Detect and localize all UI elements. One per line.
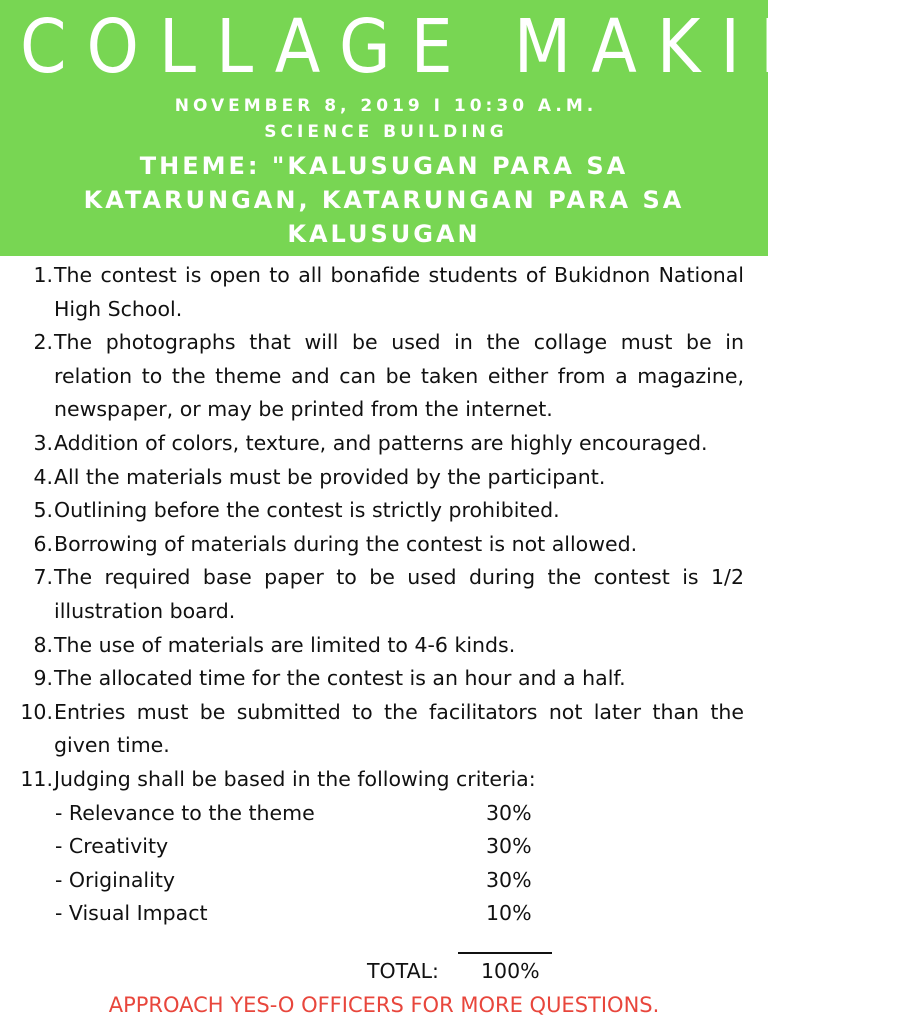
rule-number: 9. bbox=[33, 666, 53, 691]
rule-item bbox=[0, 427, 768, 461]
rules-list bbox=[0, 259, 768, 931]
event-venue: SCIENCE BUILDING bbox=[264, 122, 508, 142]
poster-title: COLLAGE MAKING bbox=[20, 4, 901, 90]
rule-item bbox=[0, 494, 768, 528]
rule-text: Outlining before the contest is strictly prohibited. bbox=[54, 498, 560, 523]
footer-note: APPROACH YES-O OFFICERS FOR MORE QUESTIONS. bbox=[108, 993, 660, 1017]
rule-text: Judging shall be based in the following criteria: bbox=[54, 766, 536, 791]
criteria-row bbox=[0, 864, 768, 898]
criteria-row bbox=[0, 897, 768, 931]
criteria-label: - Creativity bbox=[55, 834, 169, 859]
rule-number: 10. bbox=[20, 699, 53, 724]
header-banner bbox=[0, 0, 901, 256]
rule-number: 6. bbox=[33, 531, 53, 556]
rule-text: The contest is open to all bonafide students of Bukidnon National High School. bbox=[54, 263, 744, 321]
rule-text: The use of materials are limited to 4-6 kinds. bbox=[54, 632, 516, 657]
rule-item bbox=[0, 326, 768, 427]
rule-item bbox=[0, 629, 768, 663]
total-row bbox=[0, 955, 768, 989]
rule-number: 3. bbox=[33, 430, 53, 455]
rule-number: 5. bbox=[33, 498, 53, 523]
rule-text: The photographs that will be used in the collage must be in relation to the theme and can be taken either from a magazine, newspaper, or may be printed from the internet. bbox=[54, 330, 744, 422]
rule-item bbox=[0, 259, 768, 326]
rule-number: 2. bbox=[33, 330, 53, 355]
criteria-label: - Originality bbox=[55, 867, 175, 892]
criteria-label: - Relevance to the theme bbox=[55, 800, 315, 825]
criteria-row bbox=[0, 797, 768, 831]
rule-number: 4. bbox=[33, 464, 53, 489]
rule-text: Entries must be submitted to the facilitators not later than the given time. bbox=[54, 699, 744, 758]
rule-text: Borrowing of materials during the contest is not allowed. bbox=[54, 531, 638, 556]
rule-item bbox=[0, 763, 768, 797]
rule-item bbox=[0, 662, 768, 696]
rule-number: 11. bbox=[20, 766, 53, 791]
total-label: TOTAL: bbox=[367, 959, 439, 983]
criteria-percent: 30% bbox=[486, 834, 532, 859]
rule-text: Addition of colors, texture, and patterns are highly encouraged. bbox=[54, 430, 708, 455]
criteria-percent: 10% bbox=[486, 901, 532, 926]
rule-item bbox=[0, 561, 768, 628]
rule-text: The required base paper to be used during the contest is 1/2 illustration board. bbox=[54, 565, 744, 623]
rule-text: The allocated time for the contest is an hour and a half. bbox=[54, 666, 626, 691]
rule-text: All the materials must be provided by the participant. bbox=[54, 464, 606, 489]
event-date-time: NOVEMBER 8, 2019 I 10:30 A.M. bbox=[174, 96, 598, 116]
rule-number: 1. bbox=[33, 263, 53, 287]
criteria-percent: 30% bbox=[486, 867, 532, 892]
total-percent: 100% bbox=[481, 959, 540, 983]
criteria-label: - Visual Impact bbox=[55, 901, 208, 926]
total-underline bbox=[458, 952, 552, 954]
rule-item bbox=[0, 528, 768, 562]
rule-item bbox=[0, 696, 768, 763]
event-theme: THEME: "KALUSUGAN PARA SA KATARUNGAN, KATARUNGAN PARA SA KALUSUGAN bbox=[83, 152, 685, 248]
criteria-row bbox=[0, 830, 768, 864]
rule-number: 8. bbox=[33, 632, 53, 657]
criteria-percent: 30% bbox=[486, 800, 532, 825]
rule-number: 7. bbox=[33, 565, 53, 590]
rule-item bbox=[0, 461, 768, 495]
